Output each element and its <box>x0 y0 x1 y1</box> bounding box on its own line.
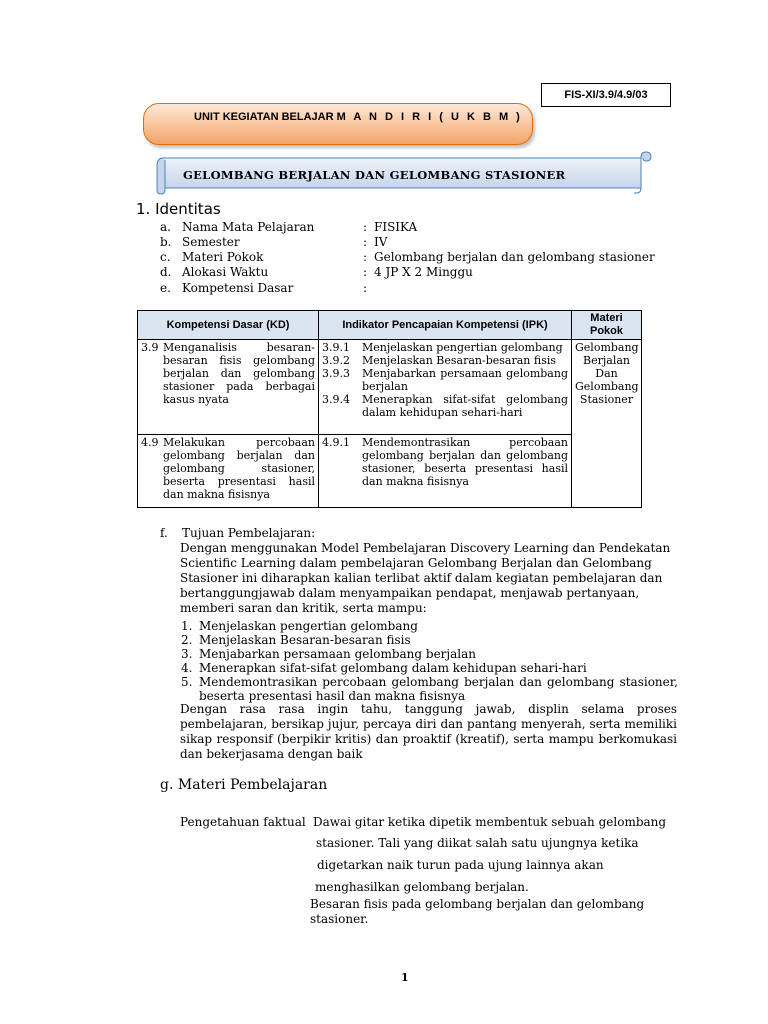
kd-text: Melakukan percobaan gelombang berjalan dan gelombang stasioner, beserta presentasi hasil dan makna fisisnya <box>163 436 315 501</box>
identitas-colon: : <box>363 250 368 264</box>
materi-pokok-cell: Gelombang Berjalan Dan Gelombang Stasioner <box>572 340 642 508</box>
identitas-letter: b. <box>160 235 172 249</box>
materi-line: digetarkan naik turun pada ujung lainnya akan <box>317 858 604 872</box>
materi-line: menghasilkan gelombang berjalan. <box>315 880 529 894</box>
tujuan-closing: Dengan rasa rasa ingin tahu, tanggung jawab, displin selama proses pembelajaran, bersikap jujur, percaya diri dan pantang menyerah, serta memiliki sikap responsif (berpikir kritis) dan proaktif (kreatif), serta mampu berkomukasi dan bekerjasama dengan baik <box>180 702 677 761</box>
list-item <box>181 633 678 647</box>
ipk-number: 3.9.1 <box>322 341 350 354</box>
kd-text: Menganalisis besaran-besaran fisis gelombang berjalan dan gelombang stasioner pada berbagai kasus nyata <box>163 341 315 406</box>
list-text: Menjabarkan persamaan gelombang berjalan <box>199 647 476 661</box>
list-number: 3. <box>181 647 193 661</box>
ipk-number: 3.9.3 <box>322 367 350 380</box>
document-code: FIS-XI/3.9/4.9/03 <box>541 83 671 107</box>
identitas-label: Semester <box>182 235 240 249</box>
tujuan-heading: Tujuan Pembelajaran: <box>182 526 316 540</box>
tujuan-intro: Dengan menggunakan Model Pembelajaran Discovery Learning dan Pendekatan Scientific Learning dalam pembelajaran Gelombang Berjalan dan Gelombang Stasioner ini diharapkan kalian terlibat aktif dalam kegiatan pembelajaran dan bertanggungjawab dalam menyampaikan pendapat, menjawab pertanyaan, memberi saran dan kritik, serta mampu: <box>180 541 671 615</box>
list-text: Menjelaskan Besaran-besaran fisis <box>199 633 411 647</box>
identitas-letter: c. <box>160 250 171 264</box>
tujuan-list <box>181 619 678 703</box>
kd-number: 4.9 <box>141 436 159 449</box>
identitas-value: Gelombang berjalan dan gelombang stasioner <box>374 250 655 264</box>
ipk-text: Menjabarkan persamaan gelombang berjalan <box>362 367 568 393</box>
list-item <box>181 675 678 703</box>
identitas-colon: : <box>363 265 368 279</box>
header-kd: Kompetensi Dasar (KD) <box>138 311 319 340</box>
kd-number: 3.9 <box>141 341 159 354</box>
ukbm-banner-prefix: UNIT KEGIATAN BELAJAR <box>194 111 334 123</box>
list-number: 2. <box>181 633 193 647</box>
header-ipk: Indikator Pencapaian Kompetensi (IPK) <box>319 311 572 340</box>
ipk-text: Menjelaskan pengertian gelombang <box>362 341 563 354</box>
ipk-number: 3.9.2 <box>322 354 350 367</box>
identitas-value: 4 JP X 2 Minggu <box>374 265 473 279</box>
ipk-number: 4.9.1 <box>322 436 350 449</box>
list-text: Mendemontrasikan percobaan gelombang berjalan dan gelombang stasioner, beserta presentasi hasil dan makna fisisnya <box>199 675 678 703</box>
ukbm-banner <box>143 103 533 145</box>
identitas-value: IV <box>374 235 388 249</box>
identitas-colon: : <box>363 281 368 295</box>
list-number: 5. <box>181 675 193 689</box>
list-item <box>181 661 678 675</box>
materi-line: stasioner. Tali yang diikat salah satu ujungnya ketika <box>316 836 639 850</box>
identitas-value: FISIKA <box>374 220 418 234</box>
list-item <box>181 647 678 661</box>
ipk-text: Menjelaskan Besaran-besaran fisis <box>362 354 557 367</box>
identitas-label: Nama Mata Pelajaran <box>182 220 315 234</box>
identitas-colon: : <box>363 220 368 234</box>
tujuan-letter: f. <box>160 526 168 540</box>
table-row <box>138 435 642 508</box>
scroll-title: GELOMBANG BERJALAN DAN GELOMBANG STASIONER <box>183 168 566 182</box>
identitas-letter: a. <box>160 220 171 234</box>
list-number: 1. <box>181 619 193 633</box>
identitas-colon: : <box>363 235 368 249</box>
list-text: Menjelaskan pengertian gelombang <box>199 619 418 633</box>
ipk-number: 3.9.4 <box>322 393 350 406</box>
ukbm-banner-spaced: M A N D I R I ( U K B M ) <box>336 111 523 123</box>
list-text: Menerapkan sifat-sifat gelombang dalam kehidupan sehari-hari <box>199 661 587 675</box>
identitas-letter: d. <box>160 265 172 279</box>
table-header-row <box>138 311 642 340</box>
identitas-label: Kompetensi Dasar <box>182 281 294 295</box>
list-item <box>181 619 678 633</box>
table-row <box>138 340 642 435</box>
materi-extra: Besaran fisis pada gelombang berjalan dan gelombang stasioner. <box>310 897 645 926</box>
identitas-label: Alokasi Waktu <box>182 265 269 279</box>
list-number: 4. <box>181 661 193 675</box>
section-identitas-heading: 1. Identitas <box>136 200 221 218</box>
identitas-letter: e. <box>160 281 171 295</box>
kompetensi-table <box>137 310 642 508</box>
header-materi: Materi Pokok <box>572 311 642 340</box>
pengetahuan-label: Pengetahuan faktual <box>180 815 306 829</box>
identitas-label: Materi Pokok <box>182 250 264 264</box>
page-number: 1 <box>401 971 409 984</box>
ipk-text: Menerapkan sifat-sifat gelombang dalam kehidupan sehari-hari <box>362 393 568 419</box>
materi-line: Dawai gitar ketika dipetik membentuk sebuah gelombang <box>313 815 667 829</box>
ipk-text: Mendemontrasikan percobaan gelombang berjalan dan gelombang stasioner, beserta presentasi hasil dan makna fisisnya <box>362 436 568 488</box>
materi-heading: g. Materi Pembelajaran <box>160 777 328 793</box>
